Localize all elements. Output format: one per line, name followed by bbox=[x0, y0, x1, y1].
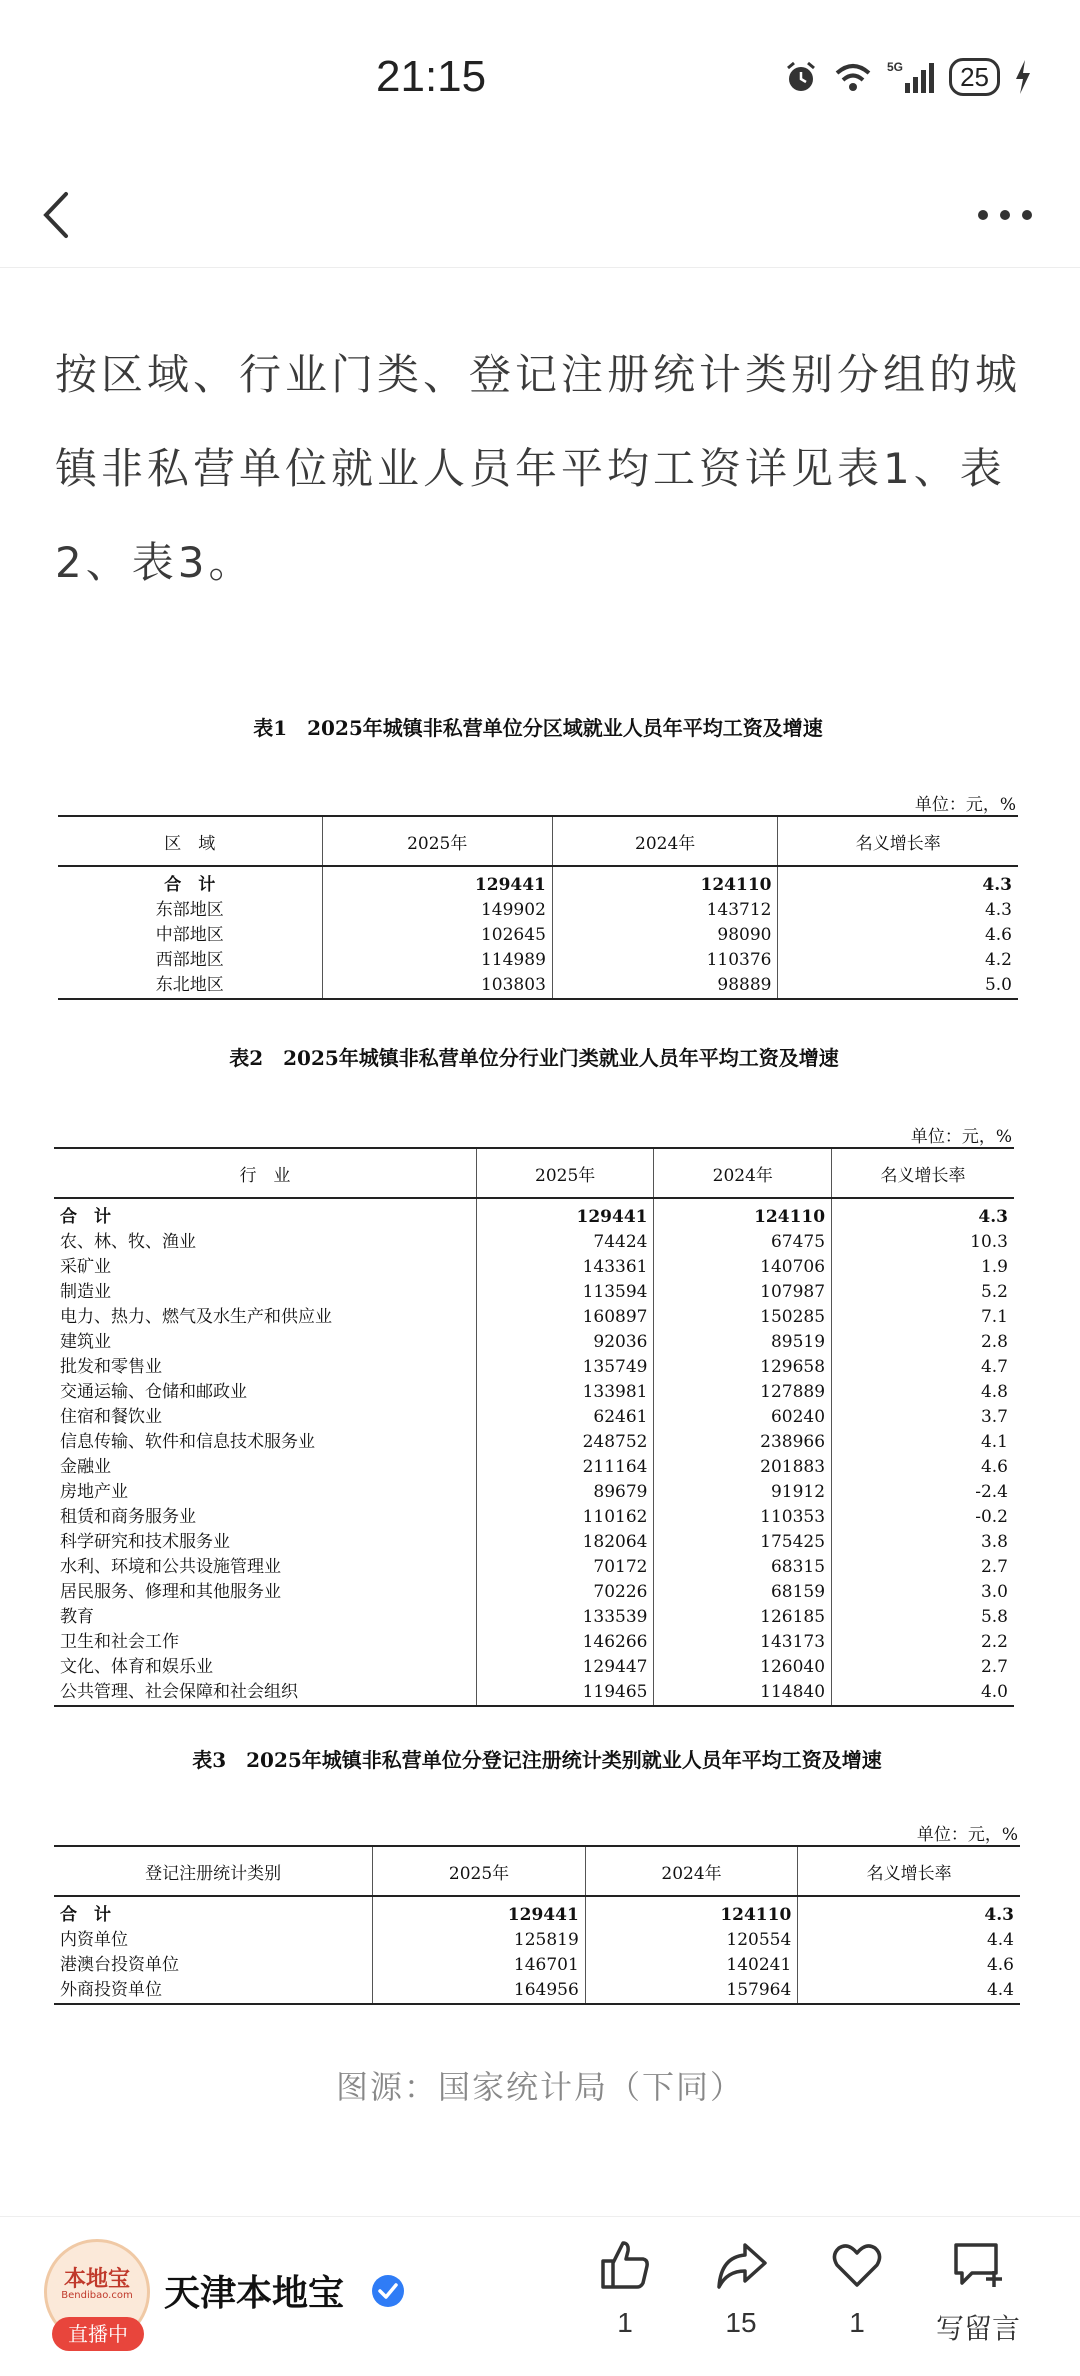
table1 bbox=[58, 815, 1018, 1000]
table2-header-cell: 2024年 bbox=[654, 1148, 832, 1198]
table2-cell: 150285 bbox=[654, 1305, 832, 1330]
table3-block bbox=[54, 1730, 1020, 2010]
table2-cell: 公共管理、社会保障和社会组织 bbox=[54, 1680, 476, 1706]
thumbs-up-icon bbox=[597, 2237, 653, 2293]
table2-cell: 居民服务、修理和其他服务业 bbox=[54, 1580, 476, 1605]
table-row bbox=[54, 1978, 1020, 2004]
table-row bbox=[58, 948, 1018, 973]
table-row bbox=[58, 898, 1018, 923]
table1-cell: 合 计 bbox=[58, 866, 322, 898]
table2-cell: 110353 bbox=[654, 1505, 832, 1530]
table1-header-cell: 区 域 bbox=[58, 816, 322, 866]
table2-cell: 4.3 bbox=[978, 1207, 1008, 1227]
table2 bbox=[54, 1147, 1014, 1707]
table2-cell: 4.0 bbox=[832, 1680, 1014, 1706]
table2-cell: 70172 bbox=[476, 1555, 654, 1580]
table1-cell: 5.0 bbox=[778, 973, 1018, 999]
status-bar bbox=[0, 0, 1080, 160]
table2-cell: 2.7 bbox=[980, 1657, 1008, 1677]
charging-bolt-icon bbox=[1014, 60, 1032, 94]
table2-cell: 10.3 bbox=[970, 1232, 1008, 1252]
comment-add-icon bbox=[950, 2237, 1006, 2293]
share-arrow-icon bbox=[713, 2237, 769, 2293]
table1-cell: 东北地区 bbox=[58, 973, 322, 999]
table3-cell: 外商投资单位 bbox=[54, 1978, 373, 2004]
table3-body bbox=[54, 1896, 1020, 2004]
table1-cell: 98090 bbox=[552, 923, 778, 948]
nav-bar bbox=[0, 160, 1080, 268]
table-row bbox=[54, 1530, 1014, 1555]
table3-cell: 港澳台投资单位 bbox=[54, 1953, 373, 1978]
table-row bbox=[54, 1505, 1014, 1530]
table3-header-cell: 2025年 bbox=[373, 1846, 586, 1896]
table2-unit: 单位：元，% bbox=[910, 1127, 1012, 1147]
table2-cell: 201883 bbox=[654, 1455, 832, 1480]
table2-cell: 科学研究和技术服务业 bbox=[54, 1530, 476, 1555]
table2-cell: 91912 bbox=[654, 1480, 832, 1505]
table-row bbox=[54, 1580, 1014, 1605]
table2-cell: 107987 bbox=[654, 1280, 832, 1305]
table2-cell: 房地产业 bbox=[54, 1480, 476, 1505]
table2-body bbox=[54, 1198, 1014, 1706]
table2-cell: 92036 bbox=[476, 1330, 654, 1355]
table1-title: 表1 2025年城镇非私营单位分区域就业人员年平均工资及增速 bbox=[253, 716, 823, 740]
table2-cell: 67475 bbox=[654, 1230, 832, 1255]
table3-cell: 120554 bbox=[585, 1928, 798, 1953]
table1-cell: 110376 bbox=[552, 948, 778, 973]
table2-header-row bbox=[54, 1148, 1014, 1198]
table2-cell: 4.6 bbox=[980, 1457, 1008, 1477]
table3-cell: 4.6 bbox=[986, 1955, 1014, 1975]
table2-cell: 68315 bbox=[654, 1555, 832, 1580]
table2-cell: 7.1 bbox=[980, 1307, 1008, 1327]
table-row bbox=[54, 1305, 1014, 1330]
table1-cell: 143712 bbox=[552, 898, 778, 923]
table2-cell: 2.2 bbox=[980, 1632, 1008, 1652]
live-badge[interactable]: 直播中 bbox=[52, 2317, 144, 2351]
table1-cell: 124110 bbox=[552, 866, 778, 898]
favorite-button[interactable] bbox=[812, 2237, 902, 2339]
table2-cell: 2.7 bbox=[980, 1557, 1008, 1577]
wifi-icon bbox=[833, 59, 873, 95]
table2-cell: 住宿和餐饮业 bbox=[54, 1405, 476, 1430]
table1-cell: 114989 bbox=[322, 948, 552, 973]
more-options-button[interactable] bbox=[970, 190, 1040, 240]
table2-cell: 68159 bbox=[654, 1580, 832, 1605]
table-row bbox=[58, 923, 1018, 948]
table2-cell: 5.8 bbox=[980, 1607, 1008, 1627]
table-row bbox=[54, 1455, 1014, 1480]
table3-header-row bbox=[54, 1846, 1020, 1896]
like-button[interactable] bbox=[580, 2237, 670, 2339]
table2-cell: 113594 bbox=[476, 1280, 654, 1305]
table2-header-cell: 名义增长率 bbox=[832, 1148, 1014, 1198]
table1-cell: 4.3 bbox=[984, 900, 1012, 920]
table2-cell: 4.7 bbox=[980, 1357, 1008, 1377]
table3-cell: 146701 bbox=[373, 1953, 586, 1978]
table3-header-cell: 2024年 bbox=[585, 1846, 798, 1896]
table3-cell: 4.4 bbox=[986, 1930, 1014, 1950]
table-row bbox=[54, 1555, 1014, 1580]
table-row bbox=[54, 1230, 1014, 1255]
table2-cell: 146266 bbox=[476, 1630, 654, 1655]
share-count: 15 bbox=[725, 2307, 757, 2338]
table3-cell: 124110 bbox=[585, 1896, 798, 1928]
table2-cell: 文化、体育和娱乐业 bbox=[54, 1655, 476, 1680]
table1-total-row bbox=[58, 866, 1018, 898]
table3-total-row bbox=[54, 1896, 1020, 1928]
table1-header-row bbox=[58, 816, 1018, 866]
table2-cell: 160897 bbox=[476, 1305, 654, 1330]
table2-total-row bbox=[54, 1198, 1014, 1230]
table2-cell: 175425 bbox=[654, 1530, 832, 1555]
table2-cell: 127889 bbox=[654, 1380, 832, 1405]
table1-cell: 98889 bbox=[552, 973, 778, 999]
table-row bbox=[54, 1255, 1014, 1280]
table2-cell: 143361 bbox=[476, 1255, 654, 1280]
table-row bbox=[54, 1680, 1014, 1706]
table2-cell: 124110 bbox=[654, 1198, 832, 1230]
table2-cell: 制造业 bbox=[54, 1280, 476, 1305]
table-row bbox=[54, 1405, 1014, 1430]
table1-cell: 中部地区 bbox=[58, 923, 322, 948]
table3-header-cell: 登记注册统计类别 bbox=[54, 1846, 373, 1896]
table2-cell: 143173 bbox=[654, 1630, 832, 1655]
write-comment-label: 写留言 bbox=[935, 2313, 1020, 2344]
table3-cell: 157964 bbox=[585, 1978, 798, 2004]
table-row bbox=[58, 973, 1018, 999]
table3-cell: 140241 bbox=[585, 1953, 798, 1978]
table1-header-cell: 2025年 bbox=[322, 816, 552, 866]
table3-cell: 内资单位 bbox=[54, 1928, 373, 1953]
table2-cell: 119465 bbox=[476, 1680, 654, 1706]
table1-cell: 129441 bbox=[322, 866, 552, 898]
table2-cell: -0.2 bbox=[975, 1507, 1008, 1527]
table2-cell: 批发和零售业 bbox=[54, 1355, 476, 1380]
table2-cell: 2.8 bbox=[980, 1332, 1008, 1352]
svg-text:5G: 5G bbox=[887, 60, 904, 74]
table-row bbox=[54, 1953, 1020, 1978]
table2-cell: 129441 bbox=[476, 1198, 654, 1230]
battery-indicator: 25 bbox=[949, 58, 1000, 96]
heart-icon bbox=[829, 2237, 885, 2293]
back-button[interactable] bbox=[30, 178, 90, 248]
table3-cell: 合 计 bbox=[54, 1896, 373, 1928]
table2-cell: 农、林、牧、渔业 bbox=[54, 1230, 476, 1255]
table2-cell: 金融业 bbox=[54, 1455, 476, 1480]
table1-cell: 4.6 bbox=[984, 925, 1012, 945]
article-intro-text: 按区域、行业门类、登记注册统计类别分组的城镇非私营单位就业人员年平均工资详见表1、表2、表3。 bbox=[55, 350, 1022, 587]
table2-cell: 交通运输、仓储和邮政业 bbox=[54, 1380, 476, 1405]
table2-cell: 248752 bbox=[476, 1430, 654, 1455]
table2-header-cell: 行 业 bbox=[54, 1148, 476, 1198]
table1-cell: 102645 bbox=[322, 923, 552, 948]
table3-title: 表3 2025年城镇非私营单位分登记注册统计类别就业人员年平均工资及增速 bbox=[192, 1748, 882, 1772]
table3-unit: 单位：元，% bbox=[916, 1825, 1018, 1845]
table1-header-cell: 2024年 bbox=[552, 816, 778, 866]
table1-cell: 4.2 bbox=[984, 950, 1012, 970]
status-time: 21:15 bbox=[376, 52, 487, 101]
chevron-left-icon bbox=[30, 178, 90, 248]
table3-cell: 125819 bbox=[373, 1928, 586, 1953]
table2-cell: 5.2 bbox=[980, 1282, 1008, 1302]
table2-cell: -2.4 bbox=[975, 1482, 1008, 1502]
table2-cell: 1.9 bbox=[980, 1257, 1008, 1277]
table2-cell: 建筑业 bbox=[54, 1330, 476, 1355]
write-comment-button[interactable] bbox=[928, 2237, 1028, 2347]
table2-cell: 4.8 bbox=[980, 1382, 1008, 1402]
table2-cell: 水利、环境和公共设施管理业 bbox=[54, 1555, 476, 1580]
image-source-caption: 图源：国家统计局（下同） bbox=[335, 2068, 744, 2106]
table3-cell: 4.3 bbox=[984, 1905, 1014, 1925]
table1-cell: 东部地区 bbox=[58, 898, 322, 923]
table2-cell: 211164 bbox=[476, 1455, 654, 1480]
bottom-action-bar bbox=[0, 2216, 1080, 2376]
table3-cell: 164956 bbox=[373, 1978, 586, 2004]
table2-cell: 133539 bbox=[476, 1605, 654, 1630]
like-count: 1 bbox=[617, 2307, 633, 2338]
table2-cell: 4.1 bbox=[980, 1432, 1008, 1452]
table-row bbox=[54, 1655, 1014, 1680]
table2-cell: 129447 bbox=[476, 1655, 654, 1680]
table-row bbox=[54, 1630, 1014, 1655]
table2-header-cell: 2025年 bbox=[476, 1148, 654, 1198]
cellular-signal-icon bbox=[887, 59, 935, 95]
table2-cell: 89519 bbox=[654, 1330, 832, 1355]
table-row bbox=[54, 1430, 1014, 1455]
table2-cell: 74424 bbox=[476, 1230, 654, 1255]
table2-cell: 129658 bbox=[654, 1355, 832, 1380]
table2-cell: 3.8 bbox=[980, 1532, 1008, 1552]
table2-cell: 114840 bbox=[654, 1680, 832, 1706]
table2-cell: 60240 bbox=[654, 1405, 832, 1430]
table3-header-cell: 名义增长率 bbox=[798, 1846, 1020, 1896]
share-button[interactable] bbox=[696, 2237, 786, 2339]
table2-cell: 126185 bbox=[654, 1605, 832, 1630]
status-icons bbox=[783, 58, 1032, 96]
table2-cell: 126040 bbox=[654, 1655, 832, 1680]
table1-header-cell: 名义增长率 bbox=[778, 816, 1018, 866]
table1-block bbox=[58, 700, 1018, 1000]
table1-body bbox=[58, 866, 1018, 999]
table-row bbox=[54, 1605, 1014, 1630]
table-row bbox=[54, 1330, 1014, 1355]
table2-cell: 采矿业 bbox=[54, 1255, 476, 1280]
table-row bbox=[54, 1280, 1014, 1305]
table3-cell: 129441 bbox=[373, 1896, 586, 1928]
table2-cell: 70226 bbox=[476, 1580, 654, 1605]
table2-cell: 电力、热力、燃气及水生产和供应业 bbox=[54, 1305, 476, 1330]
table2-cell: 238966 bbox=[654, 1430, 832, 1455]
table2-cell: 135749 bbox=[476, 1355, 654, 1380]
table2-cell: 3.0 bbox=[980, 1582, 1008, 1602]
table2-cell: 140706 bbox=[654, 1255, 832, 1280]
table2-cell: 租赁和商务服务业 bbox=[54, 1505, 476, 1530]
table2-cell: 133981 bbox=[476, 1380, 654, 1405]
table3-cell: 4.4 bbox=[798, 1978, 1020, 2004]
table2-cell: 3.7 bbox=[980, 1407, 1008, 1427]
table1-unit: 单位：元，% bbox=[914, 795, 1016, 815]
avatar-logo-text: 本地宝 bbox=[63, 2267, 130, 2292]
table1-cell: 4.3 bbox=[982, 875, 1012, 895]
alarm-icon bbox=[783, 59, 819, 95]
table2-title: 表2 2025年城镇非私营单位分行业门类就业人员年平均工资及增速 bbox=[229, 1046, 839, 1070]
table-row bbox=[54, 1480, 1014, 1505]
table2-block bbox=[54, 1030, 1014, 1710]
table2-cell: 信息传输、软件和信息技术服务业 bbox=[54, 1430, 476, 1455]
table-row bbox=[54, 1928, 1020, 1953]
table-row bbox=[54, 1380, 1014, 1405]
more-dots-icon bbox=[970, 190, 1040, 240]
table1-cell: 149902 bbox=[322, 898, 552, 923]
avatar-logo-subtext: Bendibao.com bbox=[61, 2290, 133, 2301]
table2-cell: 62461 bbox=[476, 1405, 654, 1430]
table2-cell: 110162 bbox=[476, 1505, 654, 1530]
favorite-count: 1 bbox=[849, 2307, 865, 2338]
account-name[interactable]: 天津本地宝 bbox=[164, 2273, 345, 2314]
table3 bbox=[54, 1845, 1020, 2005]
table-row bbox=[54, 1355, 1014, 1380]
table2-cell: 合 计 bbox=[54, 1198, 476, 1230]
table1-cell: 西部地区 bbox=[58, 948, 322, 973]
table1-cell: 103803 bbox=[322, 973, 552, 999]
table2-cell: 教育 bbox=[54, 1605, 476, 1630]
verified-badge-icon bbox=[370, 2273, 406, 2309]
table2-cell: 卫生和社会工作 bbox=[54, 1630, 476, 1655]
table2-cell: 182064 bbox=[476, 1530, 654, 1555]
table2-cell: 89679 bbox=[476, 1480, 654, 1505]
